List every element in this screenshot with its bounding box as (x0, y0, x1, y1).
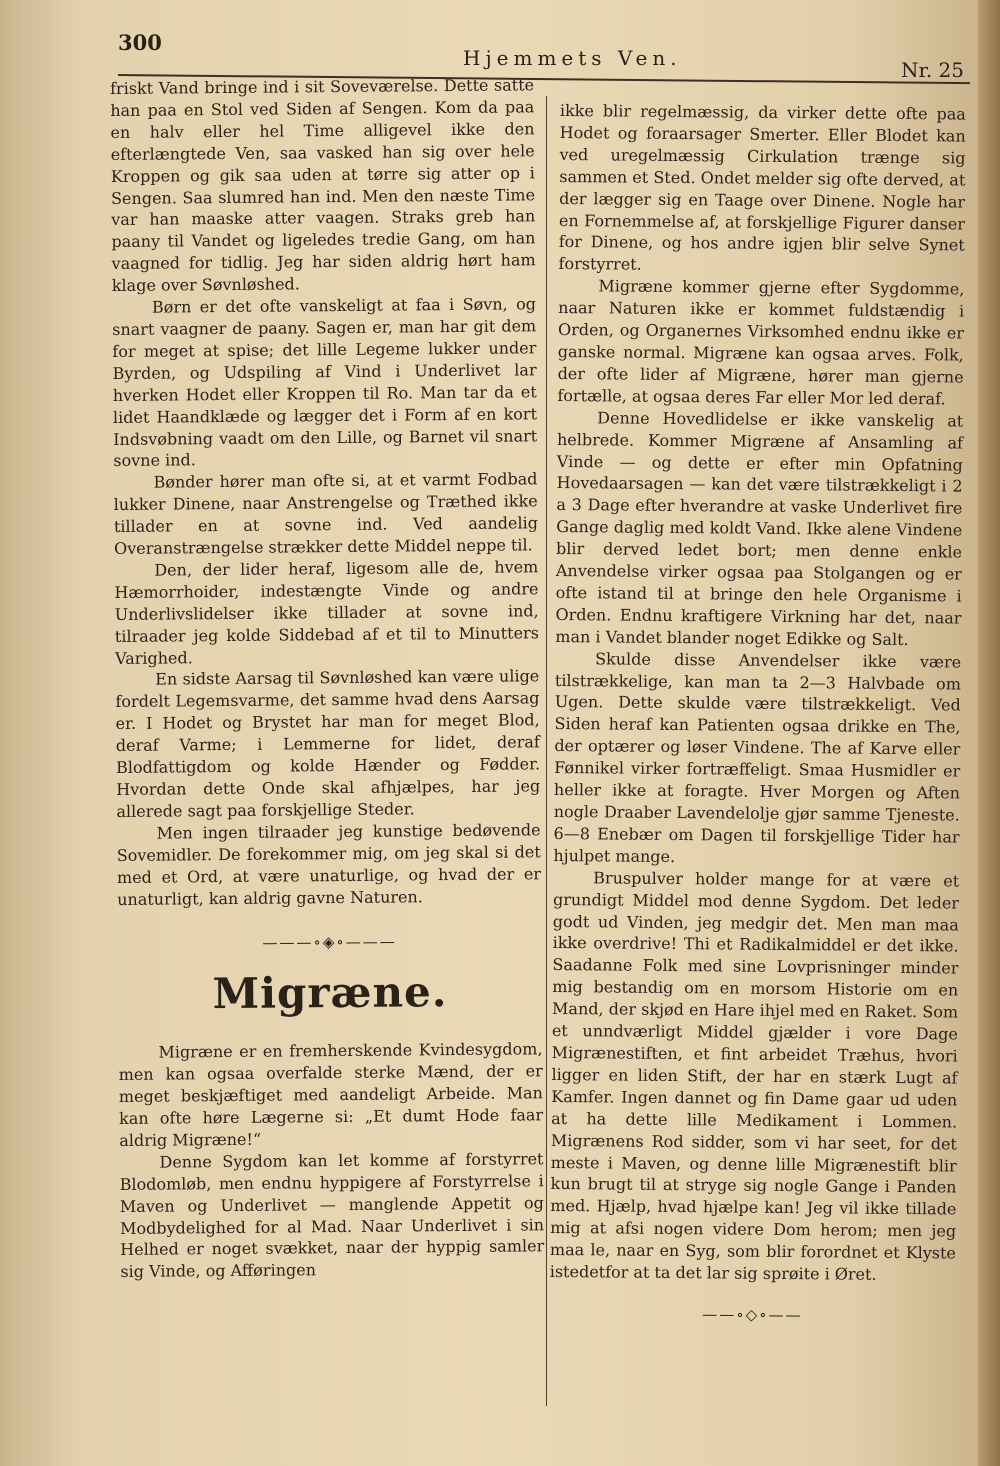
section-title: Migræne. (212, 967, 448, 1019)
paragraph: friskt Vand bringe ind i sit Soveværelse. Dette satte han paa en Stol ved Siden af Sengen. Kom da paa en halv eller hel Time alligevel ikke den efterlængtede Ven, saa vasked han sig over hele Kroppen og gik saa uden at tørre sig atter op i Sengen. Saa slumred han ind. Men den næste Time var han maaske atter vaagen. Straks greb han paany til Vandet og ligeledes tredie Gang, om han vaagned for tidlig. Jeg har siden aldrig hørt ham klage over Søvnløshed. (110, 75, 536, 296)
paragraph: Børn er det ofte vanskeligt at faa i Søvn, og snart vaagner de paany. Sagen er, man har git dem for meget at spise; det lille Legeme lukker under Byrden, og Udspiling af Vind i Underlivet lar hverken Hodet eller Kroppen til Ro. Man tar da et lidet Haandklæde og lægger det i Form af en kort Indsvøbning vaadt om den Lille, og Barnet vil snart sovne ind. (112, 294, 538, 471)
paragraph: Migræne er en fremherskende Kvindesygdom, men kan ogsaa overfalde sterke Mænd, der er meget beskjæftiget med aandeligt Arbeide. Man kan ofte høre Lægerne si: „Et dumt Hode faar aldrig Migræne!“ (118, 1039, 544, 1150)
paragraph: Men ingen tilraader jeg kunstige bedøvende Sovemidler. De forekommer mig, om jeg skal si det med et Ord, at være unaturlige, og hvad der er unaturligt, kan aldrig gavne Naturen. (116, 820, 542, 909)
paragraph: Migræne kommer gjerne efter Sygdomme, naar Naturen ikke er kommet fuldstændig i Orden, og Organernes Virksomhed endnu ikke er ganske normal. Migræne kan ogsaa arves. Folk, der ofte lider af Migræne, hører man gjerne fortælle, at ogsaa deres Far eller Mor led deraf. (557, 276, 965, 409)
column-divider (546, 96, 547, 1406)
paragraph: ikke blir regelmæssig, da virker dette ofte paa Hodet og foraarsager Smerter. Eller Blodet kan ved uregelmæssig Cirkulation trænge sig sammen et Sted. Ondet melder sig ofte derved, at der lægger sig en Taage over Dinene. Nogle har en Fornemmelse af, at forskjellige Figurer danser for Dinene, og hos andre igjen blir selve Synet forstyrret. (558, 100, 966, 275)
issue-number: Nr. 25 (900, 58, 964, 82)
paragraph: Denne Hovedlidelse er ikke vanskelig at helbrede. Kommer Migræne af Ansamling af Vinde — og dette er efter min Opfatning Hovedaarsagen — kan det være tilstrækkeligt i 2 a 3 Dage efter hverandre at vaske Underlivet fire Gange daglig med koldt Vand. Ikke alene Vindene blir derved ledet bort; men denne enkle Anvendelse virker ogsaa paa Stolgangen og er ofte istand til at bringe den hele Organisme i Orden. Endnu kraftigere Virkning har det, naar man i Vandet blander noget Edikke og Salt. (555, 408, 964, 649)
paragraph: Bønder hører man ofte si, at et varmt Fodbad lukker Dinene, naar Anstrengelse og Træthed ikke tillader en at sovne ind. Ved aandelig Overanstrængelse strækker dette Middel neppe til. (113, 469, 538, 559)
page-number: 300 (118, 30, 162, 55)
book-spine-edge (978, 0, 1000, 1466)
paragraph: Skulde disse Anvendelser ikke være tilstrækkelige, kan man ta 2—3 Halvbade om Ugen. Dette skulde være tilstrækkeligt. Ved Siden heraf kan Patienten ogsaa drikke en The, der optærer og løser Vindene. The af Karve eller Fønnikel virker fortræffeligt. Smaa Husmidler er heller ikke at foragte. Hver Morgen og Aften nogle Draaber Lavendelolje gjør samme Tjeneste. 6—8 Enebær om Dagen til forskjellige Tider har hjulpet mange. (553, 648, 962, 866)
paragraph: En sidste Aarsag til Søvnløshed kan være ulige fordelt Legemsvarme, det samme hvad dens Aarsag er. I Hodet og Brystet har man for meget Blod, deraf Varme; i Lemmerne for lidet, deraf Blodfattigdom og kolde Hænder og Fødder. Hvordan dette Onde skal afhjælpes, har jeg allerede sagt paa forskjellige Steder. (115, 666, 541, 821)
ornament-divider: ———∘◈∘——— (262, 932, 397, 953)
page-header (118, 28, 970, 82)
paragraph: Den, der lider heraf, ligesom alle de, hvem Hæmorrhoider, indestængte Vinde og andre Underlivslidelser ikke tillader at sovne ind, tilraader jeg kolde Siddebad af et til to Minutters Varighed. (114, 557, 539, 668)
left-column (110, 74, 545, 1283)
ornament-divider: ——∘◇∘—— (702, 1305, 803, 1325)
paragraph: Bruspulver holder mange for at være et grundigt Middel mod denne Sygdom. Det leder godt ud Vinden, jeg medgir det. Men man maa ikke overdrive! Thi et Radikalmiddel er det ikke. Saadanne Folk med sine Lovprisninger minder mig bestandig om en morsom Historie om en Mand, der skjød en Hare ihjel med en Raket. Som et unndværligt Middel gjælder i vore Dage Migrænestiften, et fint arbeidet Træhus, hvori ligger en liden Stift, der har en stærk Lugt af Kamfer. Ingen dannet og fin Dame gaar ud uden at ha dette lille Medikament i Lommen. Migrænens Rod sidder, som vi har seet, for det meste i Maven, og denne lille Migrænestift blir kun brugt til at stryge sig nogle Gange i Panden med. Hjælp, hvad hjælpe kan! Jeg vil ikke tillade mig at afsi nogen videre Dom herom; men jeg maa le, naar en Syg, som blir forordnet et Klyste istedetfor at ta det lar sig sprøite i Øret. (549, 868, 960, 1284)
paragraph: Denne Sygdom kan let komme af forstyrret Blodomløb, men endnu hyppigere af Forstyrrelse i Maven og Underlivet — manglende Appetit og Modbydelighed for al Mad. Naar Underlivet i sin Helhed er noget svækket, naar der hyppig samler sig Vinde, og Afføringen (119, 1149, 545, 1282)
right-column (549, 100, 966, 1328)
journal-title: Hjemmets Ven. (463, 46, 682, 70)
